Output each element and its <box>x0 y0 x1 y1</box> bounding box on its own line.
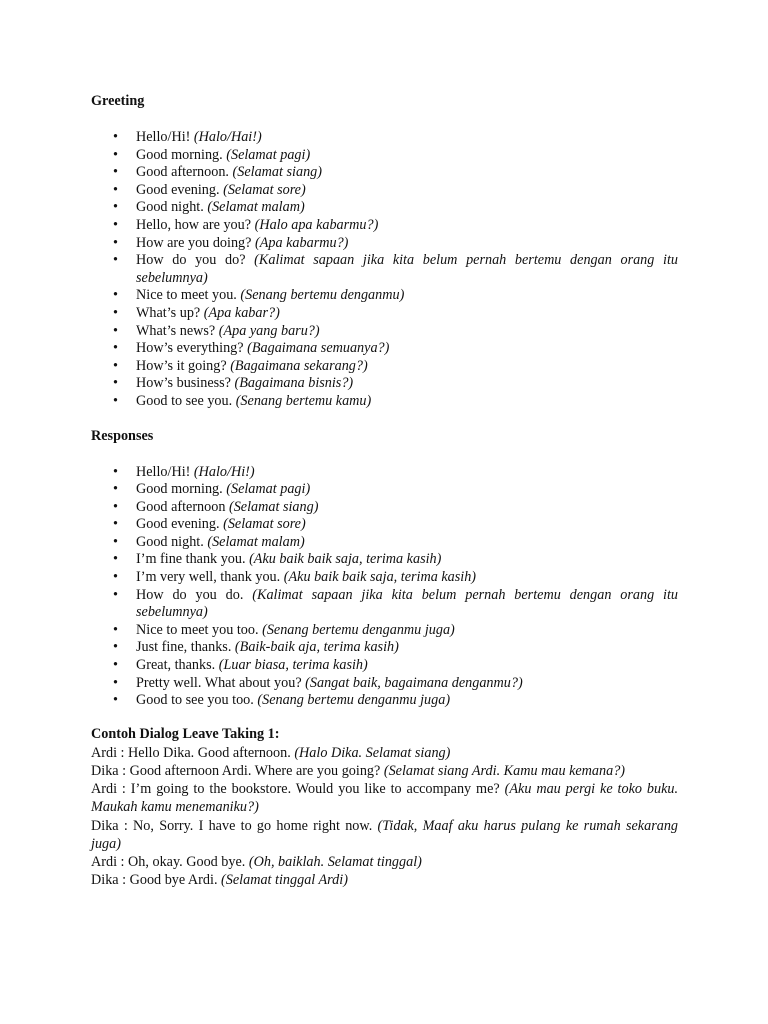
document-page <box>91 90 678 889</box>
dialog-translation-text: (Aku mau pergi ke toko buku. Maukah kamu menemaniku?) <box>91 781 679 816</box>
responses-heading: Responses <box>91 427 154 444</box>
bullet-icon: • <box>113 216 118 233</box>
greeting-item <box>91 129 678 147</box>
greeting-item <box>91 358 678 376</box>
greeting-translation-text: (Selamat pagi) <box>226 146 311 163</box>
response-translation-text: (Selamat sore) <box>223 516 306 533</box>
dialog-translation-text: (Selamat tinggal Ardi) <box>221 872 348 889</box>
response-item <box>91 675 678 693</box>
response-item <box>91 639 678 657</box>
response-english-text: How do you do. <box>136 586 244 603</box>
greeting-translation-text: (Halo/Hai!) <box>193 129 262 145</box>
greeting-english-text: How’s it going? <box>136 357 227 374</box>
dialog-speaker-text: Dika : Good bye Ardi. <box>91 872 218 889</box>
response-english-text: Hello/Hi! <box>136 463 191 480</box>
response-item <box>91 481 678 499</box>
bullet-icon: • <box>113 304 118 321</box>
dialog-heading: Contoh Dialog Leave Taking 1: <box>91 725 280 742</box>
dialog-translation-text: (Halo Dika. Selamat siang) <box>294 744 451 761</box>
bullet-icon: • <box>113 569 118 586</box>
response-item <box>91 587 678 622</box>
dialog-speaker-text: Ardi : I’m going to the bookstore. Would you like to accompany me? <box>91 781 500 798</box>
response-english-text: Nice to meet you too. <box>136 621 259 638</box>
dialog-line <box>91 762 678 780</box>
greeting-item <box>91 393 678 411</box>
greeting-item <box>91 323 678 341</box>
greeting-translation-text: (Bagaimana semuanya?) <box>247 340 390 357</box>
bullet-icon: • <box>113 234 118 251</box>
response-item <box>91 516 678 534</box>
greeting-english-text: How are you doing? <box>136 234 252 251</box>
bullet-icon: • <box>113 498 118 515</box>
greeting-english-text: What’s news? <box>136 322 216 339</box>
bullet-icon: • <box>113 692 118 709</box>
greeting-translation-text: (Selamat malam) <box>207 199 305 216</box>
dialog-speaker-text: Ardi : Hello Dika. Good afternoon. <box>91 744 291 761</box>
dialog-line <box>91 853 678 871</box>
greeting-item <box>91 164 678 182</box>
greeting-item <box>91 217 678 235</box>
dialog-line <box>91 780 678 816</box>
response-translation-text: (Aku baik baik saja, terima kasih) <box>249 551 442 568</box>
greeting-english-text: Good afternoon. <box>136 164 229 181</box>
bullet-icon: • <box>113 199 118 216</box>
dialog-speaker-text: Dika : No, Sorry. I have to go home right now. <box>91 817 373 834</box>
response-translation-text: (Sangat baik, bagaimana denganmu?) <box>305 674 523 691</box>
response-translation-text: (Selamat pagi) <box>226 481 311 498</box>
response-item <box>91 534 678 552</box>
response-english-text: I’m very well, thank you. <box>136 569 281 586</box>
bullet-icon: • <box>113 146 118 163</box>
greeting-item <box>91 305 678 323</box>
response-translation-text: (Aku baik baik saja, terima kasih) <box>283 569 477 586</box>
bullet-icon: • <box>113 551 118 568</box>
bullet-icon: • <box>113 516 118 533</box>
greeting-english-text: Hello, how are you? <box>136 216 252 233</box>
dialog-speaker-text: Dika : Good afternoon Ardi. Where are you going? <box>91 763 381 780</box>
response-item <box>91 569 678 587</box>
dialog-body <box>91 744 678 890</box>
greeting-translation-text: (Senang bertemu kamu) <box>235 392 372 409</box>
response-item <box>91 657 678 675</box>
responses-list <box>91 464 678 710</box>
bullet-icon: • <box>113 657 118 674</box>
greeting-translation-text: (Selamat siang) <box>232 164 322 181</box>
greeting-english-text: How’s everything? <box>136 340 244 357</box>
greeting-english-text: Good night. <box>136 199 204 216</box>
greeting-english-text: How’s business? <box>136 375 231 392</box>
dialog-translation-text: (Oh, baiklah. Selamat tinggal) <box>248 854 422 871</box>
bullet-icon: • <box>113 252 118 269</box>
bullet-icon: • <box>113 129 118 145</box>
bullet-icon: • <box>113 586 118 603</box>
response-translation-text: (Halo/Hi!) <box>193 463 255 480</box>
response-english-text: Good morning. <box>136 481 223 498</box>
greeting-translation-text: (Halo apa kabarmu?) <box>254 216 379 233</box>
response-translation-text: (Baik-baik aja, terima kasih) <box>234 639 399 656</box>
greeting-translation-text: (Bagaimana sekarang?) <box>230 357 368 374</box>
response-item <box>91 464 678 482</box>
response-item <box>91 692 678 710</box>
bullet-icon: • <box>113 164 118 181</box>
bullet-icon: • <box>113 481 118 498</box>
greeting-item <box>91 147 678 165</box>
greeting-translation-text: (Apa kabar?) <box>203 304 280 321</box>
response-english-text: Good night. <box>136 533 204 550</box>
bullet-icon: • <box>113 322 118 339</box>
dialog-line <box>91 744 678 762</box>
greeting-translation-text: (Bagaimana bisnis?) <box>234 375 354 392</box>
response-english-text: Pretty well. What about you? <box>136 674 302 691</box>
greeting-translation-text: (Senang bertemu denganmu) <box>240 287 405 304</box>
bullet-icon: • <box>113 639 118 656</box>
greeting-english-text: Good evening. <box>136 181 220 198</box>
greeting-translation-text: (Kalimat sapaan jika kita belum pernah bertemu dengan orang itu sebelumnya) <box>136 252 678 286</box>
greeting-item <box>91 375 678 393</box>
greeting-translation-text: (Apa kabarmu?) <box>255 234 349 251</box>
greeting-item <box>91 235 678 253</box>
response-english-text: Good afternoon <box>136 498 226 515</box>
dialog-translation-text: (Tidak, Maaf aku harus pulang ke rumah sekarang juga) <box>91 817 679 852</box>
greeting-list <box>91 129 678 411</box>
bullet-icon: • <box>113 340 118 357</box>
response-english-text: Just fine, thanks. <box>136 639 232 656</box>
response-item <box>91 499 678 517</box>
response-english-text: Great, thanks. <box>136 657 216 674</box>
response-english-text: Good to see you too. <box>136 692 254 709</box>
greeting-item <box>91 182 678 200</box>
bullet-icon: • <box>113 533 118 550</box>
bullet-icon: • <box>113 621 118 638</box>
bullet-icon: • <box>113 463 118 480</box>
response-translation-text: (Selamat malam) <box>207 533 305 550</box>
greeting-heading: Greeting <box>91 93 145 109</box>
response-translation-text: (Selamat siang) <box>228 498 319 515</box>
response-english-text: I’m fine thank you. <box>136 551 246 568</box>
response-translation-text: (Senang bertemu denganmu juga) <box>257 692 451 709</box>
bullet-icon: • <box>113 287 118 304</box>
greeting-item <box>91 287 678 305</box>
bullet-icon: • <box>113 392 118 409</box>
greeting-english-text: How do you do? <box>136 252 246 269</box>
dialog-speaker-text: Ardi : Oh, okay. Good bye. <box>91 854 246 871</box>
bullet-icon: • <box>113 375 118 392</box>
response-english-text: Good evening. <box>136 516 220 533</box>
greeting-english-text: Nice to meet you. <box>136 287 237 304</box>
dialog-translation-text: (Selamat siang Ardi. Kamu mau kemana?) <box>383 763 626 780</box>
dialog-line <box>91 871 678 889</box>
greeting-item <box>91 199 678 217</box>
greeting-english-text: Hello/Hi! <box>136 129 191 145</box>
greeting-item <box>91 340 678 358</box>
greeting-translation-text: (Selamat sore) <box>223 181 306 198</box>
bullet-icon: • <box>113 357 118 374</box>
greeting-english-text: Good morning. <box>136 146 223 163</box>
greeting-english-text: Good to see you. <box>136 392 233 409</box>
response-translation-text: (Senang bertemu denganmu juga) <box>262 621 455 638</box>
response-translation-text: (Luar biasa, terima kasih) <box>218 657 368 674</box>
bullet-icon: • <box>113 181 118 198</box>
response-translation-text: (Kalimat sapaan jika kita belum pernah bertemu dengan orang itu sebelumnya) <box>136 586 679 621</box>
greeting-item <box>91 252 678 287</box>
response-item <box>91 551 678 569</box>
dialog-line <box>91 817 678 853</box>
greeting-translation-text: (Apa yang baru?) <box>218 322 320 339</box>
greeting-english-text: What’s up? <box>136 304 201 321</box>
bullet-icon: • <box>113 674 118 691</box>
response-item <box>91 622 678 640</box>
